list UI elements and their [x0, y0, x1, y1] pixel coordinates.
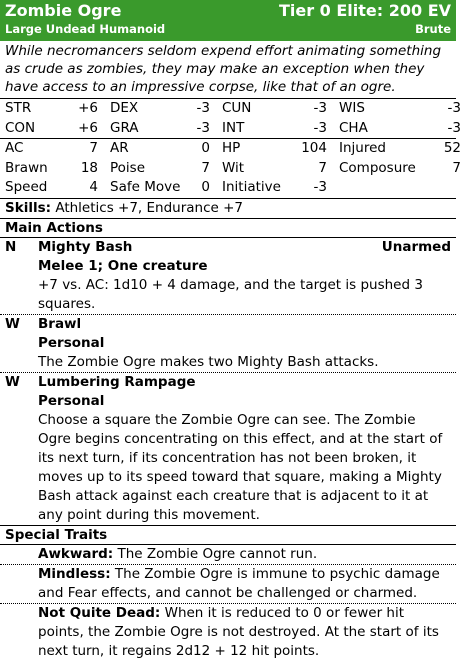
- creature-name: Zombie Ogre: [5, 1, 122, 20]
- stat-safe-move: Safe Move 0: [110, 179, 210, 195]
- stat-poise: Poise 7: [110, 159, 210, 176]
- main-actions-heading: Main Actions: [0, 219, 456, 238]
- action-lumbering-rampage: [0, 373, 456, 525]
- skills-text: Athletics +7, Endurance +7: [55, 199, 244, 216]
- trait-text: The Zombie Ogre cannot run.: [117, 545, 318, 562]
- stat-composure: Composure 7: [339, 159, 461, 176]
- defense-grid: [0, 139, 461, 199]
- creature-role: Brute: [415, 22, 451, 36]
- action-range: Personal: [38, 392, 105, 409]
- trait-text: When it is reduced to 0 or fewer hit points, the Zombie Ogre is not destroyed. At the start of its next turn, it regains 2d12 + 12 hit points.: [38, 604, 439, 659]
- attribute-wis: WIS -3: [339, 100, 461, 116]
- action-effect: The Zombie Ogre makes two Mighty Bash attacks.: [38, 353, 379, 370]
- creature-tier: Tier 0 Elite: 200 EV: [278, 1, 451, 20]
- skills-line: [0, 199, 456, 219]
- attribute-gra: GRA -3: [110, 119, 210, 136]
- creature-type: Large Undead Humanoid: [5, 22, 166, 36]
- action-range: Melee 1; One creature: [38, 257, 208, 274]
- action-name: Mighty Bash: [38, 238, 133, 255]
- action-brawl: [0, 315, 456, 373]
- action-name: Lumbering Rampage: [38, 373, 196, 390]
- skills-label: Skills:: [5, 199, 52, 216]
- action-type-code: W: [5, 373, 20, 390]
- attribute-grid: [0, 99, 461, 139]
- trait-name: Mindless:: [38, 565, 111, 582]
- stat-brawn: Brawn 18: [5, 159, 98, 176]
- stat-ac: AC 7: [5, 140, 98, 156]
- stat-initiative: Initiative -3: [222, 179, 327, 195]
- action-type-code: W: [5, 315, 20, 332]
- flavor-text: While necromancers seldom expend effort animating something as crude as zombies, they may make an exception when they have access to an impressive corpse, like that of an ogre.: [0, 41, 456, 99]
- trait-awkward: [0, 545, 456, 565]
- trait-mindless: [0, 565, 456, 604]
- action-effect: Choose a square the Zombie Ogre can see. The Zombie Ogre begins concentrating on this effect, and at the start of its next turn, if its concentration has not been broken, it moves up to its speed toward that square, making a Mighty Bash attack against each creature that is adjacent to it at any point during this movement.: [38, 411, 443, 523]
- trait-name: Not Quite Dead:: [38, 604, 161, 621]
- stat-block-header: [0, 0, 456, 41]
- action-range: Personal: [38, 334, 105, 351]
- attribute-con: CON +6: [5, 119, 98, 136]
- action-name: Brawl: [38, 315, 82, 332]
- action-keyword: Unarmed: [381, 238, 451, 255]
- attribute-cun: CUN -3: [222, 100, 327, 116]
- attribute-int: INT -3: [222, 119, 327, 136]
- stat-hp: HP 104: [222, 140, 327, 156]
- stat-ar: AR 0: [110, 140, 210, 156]
- action-type-code: N: [5, 238, 17, 255]
- action-mighty-bash: [0, 238, 456, 315]
- attribute-cha: CHA -3: [339, 119, 461, 136]
- trait-name: Awkward:: [38, 545, 114, 562]
- attribute-str: STR +6: [5, 100, 98, 116]
- attribute-dex: DEX -3: [110, 100, 210, 116]
- action-effect: +7 vs. AC: 1d10 + 4 damage, and the target is pushed 3 squares.: [38, 276, 423, 312]
- trait-not-quite-dead: [0, 604, 456, 661]
- stat-injured: Injured 52: [339, 140, 461, 156]
- stat-speed: Speed 4: [5, 179, 98, 195]
- stat-wit: Wit 7: [222, 159, 327, 176]
- trait-text: The Zombie Ogre is immune to psychic damage and Fear effects, and cannot be challenged or charmed.: [38, 565, 440, 601]
- special-traits-heading: Special Traits: [0, 525, 456, 545]
